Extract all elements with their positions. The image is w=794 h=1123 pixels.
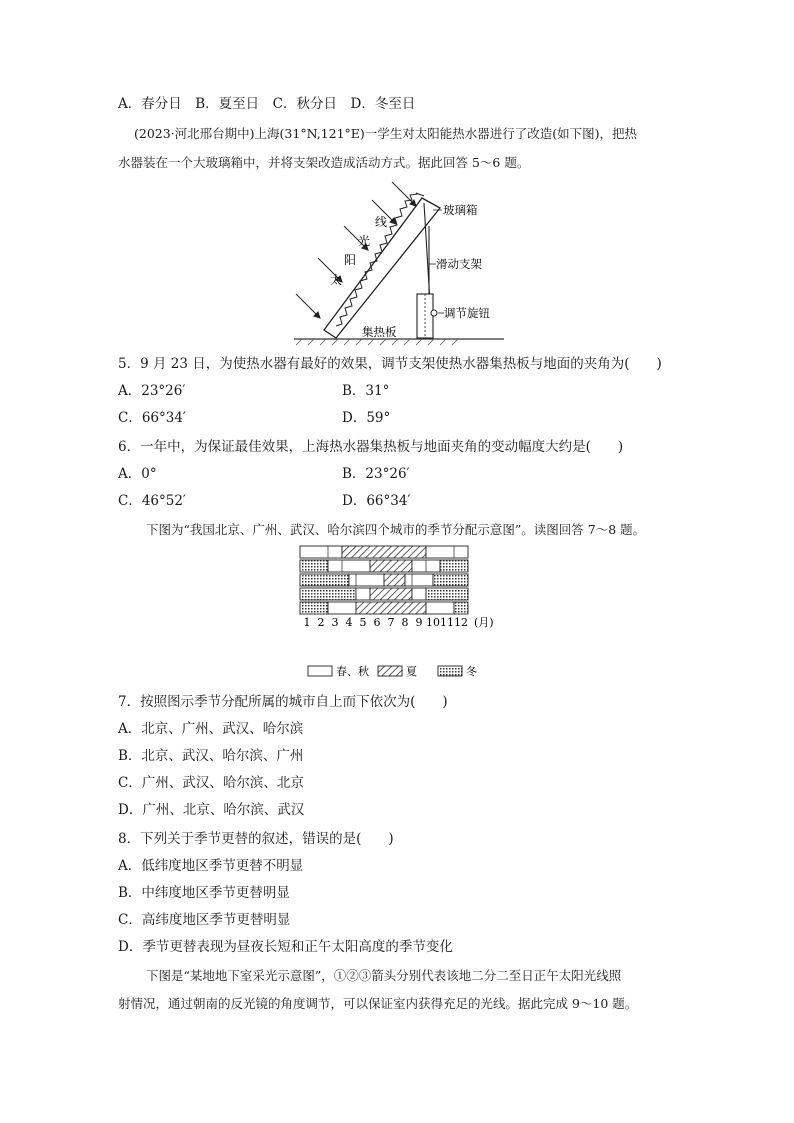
month-tick-2: 2 <box>317 616 325 629</box>
month-tick-10: 10 <box>426 616 440 629</box>
q4-options: A．春分日 B．夏至日 C．秋分日 D．冬至日 <box>118 96 416 112</box>
row-1-segment-spring-autumn <box>426 546 468 558</box>
legend-winter: 冬 <box>466 665 477 678</box>
row-5-segment-spring-autumn <box>426 602 454 614</box>
month-tick-9: 9 <box>415 616 423 629</box>
month-tick-7: 7 <box>387 616 395 629</box>
row-3-segment-summer <box>384 574 405 586</box>
legend-swatch-summer <box>378 666 402 676</box>
row-3-segment-spring-autumn <box>405 574 433 586</box>
row-4-segment-spring-autumn <box>412 588 426 600</box>
row-4-segment-summer <box>370 588 412 600</box>
row-4-segment-spring-autumn <box>356 588 370 600</box>
q7-stem: 7．按照图示季节分配所属的城市自上而下依次为( ) <box>118 694 448 710</box>
row-5-segment-winter <box>300 602 328 614</box>
month-tick-6: 6 <box>373 616 381 629</box>
q6-stem: 6．一年中，为保证最佳效果，上海热水器集热板与地面夹角的变动幅度大约是( ) <box>118 439 624 455</box>
q5-option-d: D．59° <box>342 410 391 426</box>
q8-option-a: A．低纬度地区季节更替不明显 <box>118 858 304 874</box>
q6-option-d: D．66°34′ <box>342 493 411 509</box>
ray-char-2: 光 <box>358 234 371 248</box>
q6-option-b: B．23°26′ <box>342 466 410 482</box>
row-3-segment-winter <box>300 574 349 586</box>
q5-option-c: C．66°34′ <box>118 410 187 426</box>
row-3-segment-spring-autumn <box>349 574 384 586</box>
intro-7-8: 下图为“我国北京、广州、武汉、哈尔滨四个城市的季节分配示意图”。读图回答 7～8 题。 <box>146 522 646 537</box>
intro-5-6-line2: 水器装在一个大玻璃箱中，并将支架改造成活动方式。据此回答 5～6 题。 <box>118 155 530 170</box>
q7-option-d: D．广州、北京、哈尔滨、武汉 <box>118 802 305 818</box>
q6-option-c: C．46°52′ <box>118 493 187 509</box>
intro-5-6-line1: (2023·河北邢台期中)上海(31°N,121°E)一学生对太阳能热水器进行了改造(如下图)，把热 <box>134 126 638 141</box>
intro-9-10-line2: 射情况，通过朝南的反光镜的角度调节，可以保证室内获得充足的光线。据此完成 9～10 题。 <box>118 996 638 1011</box>
q8-option-d: D．季节更替表现为昼夜长短和正午太阳高度的季节变化 <box>118 939 453 955</box>
legend-spring-autumn: 春、秋 <box>336 665 369 678</box>
legend-summer: 夏 <box>406 665 417 678</box>
row-2-segment-winter <box>440 560 468 572</box>
q8-option-c: C．高纬度地区季节更替明显 <box>118 912 291 928</box>
month-tick-8: 8 <box>401 616 409 629</box>
month-tick-3: 3 <box>331 616 339 629</box>
ray-char-3: 阳 <box>344 253 357 267</box>
row-2-segment-spring-autumn <box>328 560 370 572</box>
adjust-knob <box>431 310 437 316</box>
season-distribution-chart <box>296 542 496 682</box>
q5-option-a: A．23°26′ <box>118 383 186 399</box>
sliding-bracket-label: 滑动支架 <box>436 257 482 271</box>
row-5-segment-winter <box>454 602 468 614</box>
row-1-segment-spring-autumn <box>300 546 342 558</box>
row-3-segment-winter <box>433 574 468 586</box>
intro-9-10-line1: 下图是“某地地下室采光示意图”，①②③箭头分别代表该地二分二至日正午太阳光线照 <box>146 968 622 983</box>
q8-option-b: B．中纬度地区季节更替明显 <box>118 885 290 901</box>
month-tick-12: 12 <box>454 616 468 629</box>
q7-option-b: B．北京、武汉、哈尔滨、广州 <box>118 748 304 764</box>
collector-label: 集热板 <box>362 325 397 339</box>
ray-char-4: 太 <box>330 273 343 287</box>
q6-option-a: A．0° <box>118 466 157 482</box>
month-tick-5: 5 <box>359 616 367 629</box>
row-2-segment-summer <box>370 560 412 572</box>
q8-stem: 8．下列关于季节更替的叙述，错误的是( ) <box>118 831 394 847</box>
row-2-segment-winter <box>300 560 328 572</box>
q5-stem: 5．9 月 23 日，为使热水器有最好的效果，调节支架使热水器集热板与地面的夹角为( ) <box>118 356 662 372</box>
q7-option-a: A．北京、广州、武汉、哈尔滨 <box>118 721 304 737</box>
row-4-segment-winter <box>426 588 468 600</box>
legend-swatch-winter <box>438 666 462 676</box>
month-tick-4: 4 <box>345 616 353 629</box>
legend-swatch-spring-autumn <box>308 666 332 676</box>
q7-option-c: C．广州、武汉、哈尔滨、北京 <box>118 775 304 791</box>
month-tick-11: 11 <box>440 616 454 629</box>
ray-char-1: 线 <box>375 215 388 229</box>
row-1-segment-summer <box>342 546 426 558</box>
solar-heater-figure <box>292 176 522 346</box>
q5-option-b: B．31° <box>342 383 390 399</box>
row-5-segment-spring-autumn <box>328 602 356 614</box>
month-unit: (月) <box>474 616 494 629</box>
glass-box-label: 玻璃箱 <box>443 203 478 217</box>
row-5-segment-summer <box>356 602 426 614</box>
adjust-knob-label: 调节旋钮 <box>444 306 490 320</box>
month-tick-1: 1 <box>303 616 311 629</box>
row-4-segment-winter <box>300 588 356 600</box>
